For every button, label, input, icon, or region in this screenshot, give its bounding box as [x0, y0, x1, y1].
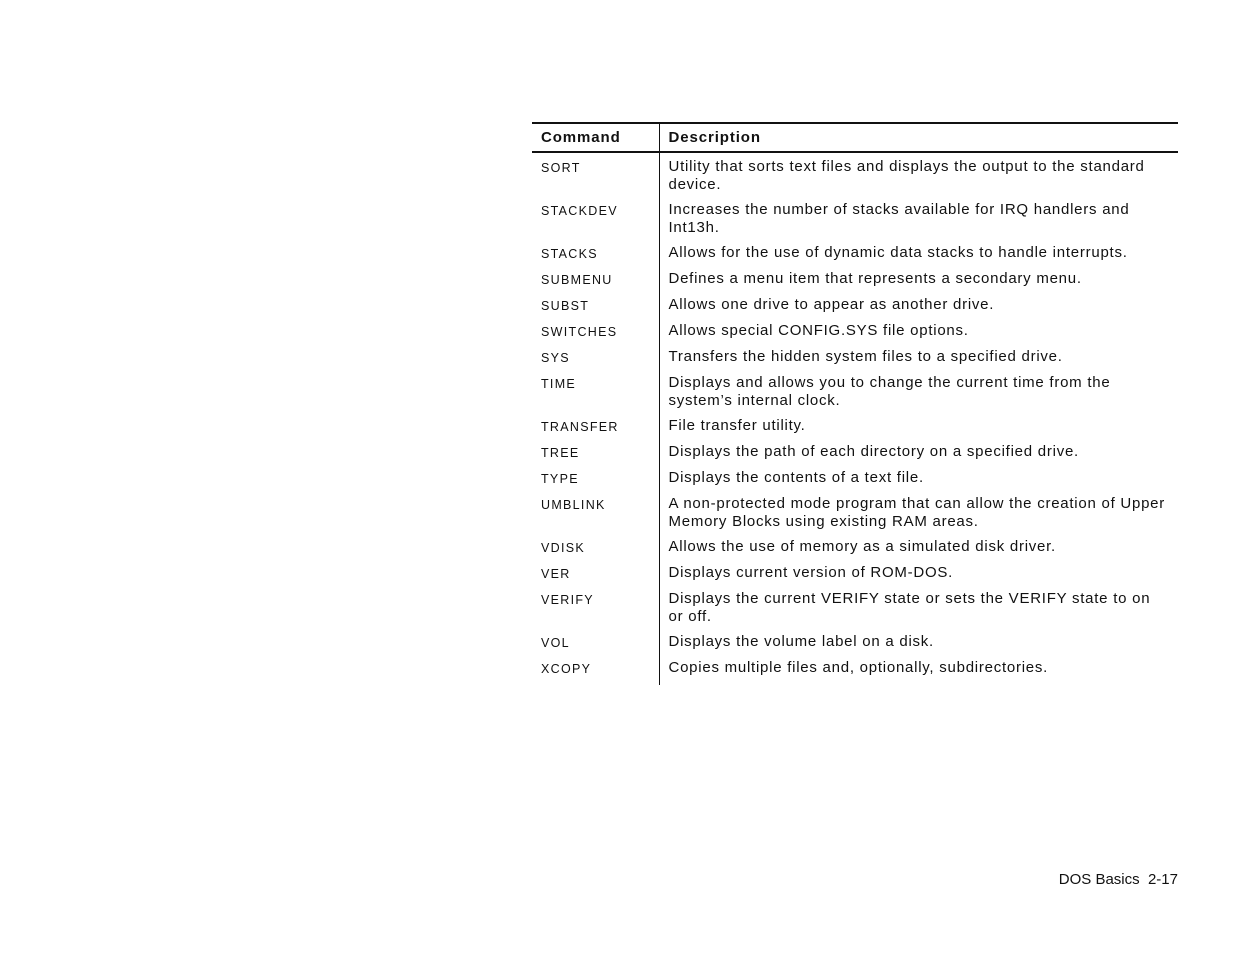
- command-name: VERIFY: [532, 590, 659, 633]
- command-description: File transfer utility.: [668, 417, 806, 434]
- command-name: TIME: [532, 374, 659, 417]
- page-footer: DOS Basics 2-17: [1058, 871, 1178, 888]
- command-name: STACKS: [532, 244, 659, 270]
- table-row: [532, 538, 1178, 564]
- table-row: [532, 244, 1178, 270]
- table-row: [532, 417, 1178, 443]
- command-description: Allows for the use of dynamic data stacks to handle interrupts.: [668, 244, 1128, 261]
- command-name: VER: [532, 564, 659, 590]
- command-name: UMBLINK: [532, 495, 659, 538]
- command-description: Allows special CONFIG.SYS file options.: [668, 322, 969, 339]
- command-name: SWITCHES: [532, 322, 659, 348]
- table-row: [532, 348, 1178, 374]
- command-description: Displays the contents of a text file.: [668, 469, 924, 486]
- table-row: [532, 564, 1178, 590]
- command-description: Copies multiple files and, optionally, subdirectories.: [668, 659, 1049, 676]
- table-row: [532, 469, 1178, 495]
- command-name: TYPE: [532, 469, 659, 495]
- column-header-command: Command: [532, 123, 659, 152]
- table-row: [532, 633, 1178, 659]
- command-name: XCOPY: [532, 659, 659, 685]
- table-row: [532, 374, 1178, 417]
- column-header-description: Description: [659, 123, 1178, 152]
- command-name: SYS: [532, 348, 659, 374]
- command-name: SUBST: [532, 296, 659, 322]
- command-name: SUBMENU: [532, 270, 659, 296]
- command-name: VDISK: [532, 538, 659, 564]
- table-row: [532, 443, 1178, 469]
- command-description: Displays the current VERIFY state or sets the VERIFY state to on or off.: [668, 590, 1151, 625]
- table-row: [532, 296, 1178, 322]
- command-table: [532, 122, 1178, 685]
- command-name: TRANSFER: [532, 417, 659, 443]
- table-row: [532, 270, 1178, 296]
- command-description: Allows one drive to appear as another drive.: [668, 296, 995, 313]
- command-description: Utility that sorts text files and displays the output to the standard device.: [668, 158, 1145, 193]
- command-name: VOL: [532, 633, 659, 659]
- table-row: [532, 201, 1178, 244]
- command-description: Defines a menu item that represents a secondary menu.: [668, 270, 1082, 287]
- command-description: Transfers the hidden system files to a specified drive.: [668, 348, 1063, 365]
- table-row: [532, 495, 1178, 538]
- table-body: [532, 152, 1178, 685]
- command-description: Increases the number of stacks available for IRQ handlers and Int13h.: [668, 201, 1130, 236]
- command-description: Allows the use of memory as a simulated disk driver.: [668, 538, 1056, 555]
- table-row: [532, 152, 1178, 201]
- command-description: Displays current version of ROM-DOS.: [668, 564, 954, 581]
- command-name: TREE: [532, 443, 659, 469]
- command-name: STACKDEV: [532, 201, 659, 244]
- table-header-row: [532, 123, 1178, 152]
- command-description: A non-protected mode program that can allow the creation of Upper Memory Blocks using existing RAM areas.: [668, 495, 1166, 530]
- table-row: [532, 590, 1178, 633]
- command-description: Displays the volume label on a disk.: [668, 633, 934, 650]
- command-description: Displays and allows you to change the current time from the system’s internal clock.: [668, 374, 1111, 409]
- command-description: Displays the path of each directory on a specified drive.: [668, 443, 1079, 460]
- table-row: [532, 659, 1178, 685]
- table-row: [532, 322, 1178, 348]
- command-name: SORT: [532, 152, 659, 201]
